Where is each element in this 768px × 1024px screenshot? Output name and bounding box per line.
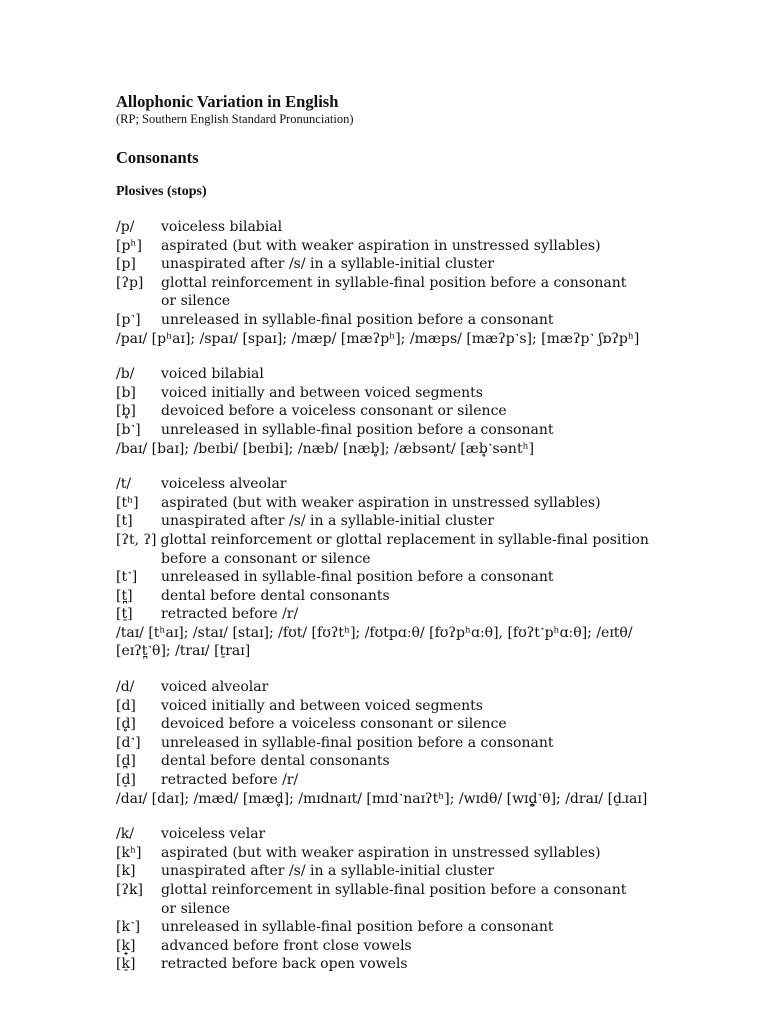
allophone-symbol: [t̪] xyxy=(116,587,133,604)
allophone-description: advanced before front close vowels xyxy=(161,937,412,954)
allophone-symbol: [d̥] xyxy=(116,716,136,733)
allophone-description: glottal reinforcement or glottal replacement in syllable-final position xyxy=(160,531,649,548)
allophone-row xyxy=(116,587,756,606)
allophone-row xyxy=(116,881,756,900)
allophone-description: unreleased in syllable-final position before a consonant xyxy=(161,569,554,586)
transcription-examples: /taɪ/ [tʰaɪ]; /staɪ/ [staɪ]; /fʊt/ [fʊʔtʰ]; /fʊtpɑːθ/ [fʊʔpʰɑːθ], [fʊʔt˺pʰɑːθ]; /eɪtθ/ xyxy=(116,624,633,641)
allophone-symbol: [d̠] xyxy=(116,772,136,789)
allophone-symbol: [pʰ] xyxy=(116,237,142,254)
allophone-description: retracted before /r/ xyxy=(161,772,299,789)
phoneme-group xyxy=(116,678,756,808)
allophone-row xyxy=(116,421,756,440)
allophone-description: retracted before /r/ xyxy=(161,606,299,623)
allophone-row xyxy=(116,697,756,716)
allophone-description: dental before dental consonants xyxy=(161,587,390,604)
allophone-row xyxy=(116,568,756,587)
allophone-row xyxy=(116,825,756,844)
allophone-row xyxy=(116,937,756,956)
allophone-symbol: [k˺] xyxy=(116,919,141,936)
allophone-symbol: [ʔp] xyxy=(116,274,144,291)
allophone-description: retracted before back open vowels xyxy=(161,956,408,973)
allophone-description: unaspirated after /s/ in a syllable-initial cluster xyxy=(161,863,495,880)
allophone-symbol: /d/ xyxy=(116,679,135,696)
allophone-description: unreleased in syllable-final position before a consonant xyxy=(161,919,554,936)
allophone-symbol: /p/ xyxy=(116,219,135,235)
allophone-row xyxy=(116,311,756,330)
allophone-row xyxy=(116,531,756,550)
allophone-description: glottal reinforcement in syllable-final position before a consonant xyxy=(161,274,627,291)
allophone-description: unaspirated after /s/ in a syllable-initial cluster xyxy=(161,513,495,530)
allophone-symbol: [t] xyxy=(116,513,133,530)
allophone-symbol: [t̠] xyxy=(116,606,133,623)
allophone-row xyxy=(116,771,756,790)
allophone-symbol: [k̟] xyxy=(116,937,136,954)
allophone-symbol: /k/ xyxy=(116,826,134,843)
allophone-symbol: [p] xyxy=(116,256,136,273)
allophone-description-continued: or silence xyxy=(161,900,231,917)
allophone-description: aspirated (but with weaker aspiration in unstressed syllables) xyxy=(161,237,601,254)
allophone-symbol: [p˺] xyxy=(116,311,141,328)
allophone-symbol: /t/ xyxy=(116,476,132,493)
allophone-row xyxy=(116,715,756,734)
allophone-symbol: [d̪] xyxy=(116,753,136,770)
allophone-description: voiceless alveolar xyxy=(161,476,287,493)
allophone-description: voiceless bilabial xyxy=(161,219,283,235)
allophone-description: unreleased in syllable-final position before a consonant xyxy=(161,311,554,328)
allophone-row xyxy=(116,274,756,293)
allophone-row xyxy=(116,512,756,531)
allophone-description: voiced alveolar xyxy=(161,679,269,696)
allophone-description: devoiced before a voiceless consonant or silence xyxy=(161,716,507,733)
allophone-symbol: [b̥] xyxy=(116,403,136,420)
subsection-heading: Plosives (stops) xyxy=(116,184,207,199)
allophone-description: unreleased in syllable-final position before a consonant xyxy=(161,421,554,438)
allophone-symbol: [ʔk] xyxy=(116,882,143,898)
allophone-symbol: [d˺] xyxy=(116,734,141,751)
allophone-description: aspirated (but with weaker aspiration in unstressed syllables) xyxy=(161,494,601,511)
allophone-symbol: [tʰ] xyxy=(116,494,139,511)
allophone-row xyxy=(116,918,756,937)
allophone-symbol: [k̠] xyxy=(116,956,136,973)
allophone-row xyxy=(116,862,756,881)
allophone-symbol: [t˺] xyxy=(116,569,138,586)
allophone-description: unaspirated after /s/ in a syllable-initial cluster xyxy=(161,256,495,273)
allophone-row xyxy=(116,218,756,237)
allophone-description: dental before dental consonants xyxy=(161,753,390,770)
allophone-symbol: [ʔt, ʔ] xyxy=(116,531,157,548)
allophone-row xyxy=(116,237,756,256)
allophone-row xyxy=(116,752,756,771)
transcription-examples: [eɪʔt̪˺θ]; /traɪ/ [t̠raɪ] xyxy=(116,643,251,660)
allophone-row xyxy=(116,365,756,384)
allophone-row xyxy=(116,494,756,513)
allophone-symbol: [k] xyxy=(116,863,136,880)
phoneme-group xyxy=(116,365,756,458)
transcription-examples: /paɪ/ [pʰaɪ]; /spaɪ/ [spaɪ]; /mæp/ [mæʔpʰ]; /mæps/ [mæʔp˺s]; [mæʔp˺ ʃɒʔpʰ] xyxy=(116,330,640,347)
phoneme-group xyxy=(116,825,756,974)
allophone-symbol: [kʰ] xyxy=(116,844,142,861)
allophone-row xyxy=(116,844,756,863)
document-title: Allophonic Variation in English xyxy=(116,92,339,111)
allophone-row xyxy=(116,605,756,624)
allophone-row xyxy=(116,384,756,403)
allophone-row xyxy=(116,955,756,974)
allophone-row xyxy=(116,255,756,274)
allophone-symbol: [b˺] xyxy=(116,421,141,438)
phoneme-group xyxy=(116,475,756,661)
allophone-description: unreleased in syllable-final position before a consonant xyxy=(161,734,554,751)
allophone-description: aspirated (but with weaker aspiration in unstressed syllables) xyxy=(161,844,601,861)
allophone-description: voiceless velar xyxy=(161,826,266,843)
allophone-row xyxy=(116,734,756,753)
section-heading: Consonants xyxy=(116,148,199,167)
transcription-examples: /daɪ/ [daɪ]; /mæd/ [mæd̥]; /mɪdnaɪt/ [mɪd˺naɪʔtʰ]; /wɪdθ/ [wɪd̪̥˺θ]; /draɪ/ [d̠ɹaɪ] xyxy=(116,790,648,807)
allophone-row xyxy=(116,402,756,421)
allophone-description: voiced initially and between voiced segments xyxy=(161,697,483,714)
phoneme-group xyxy=(116,218,756,348)
allophone-description-continued: before a consonant or silence xyxy=(161,550,371,567)
allophone-description: voiced initially and between voiced segments xyxy=(161,384,483,401)
allophone-row xyxy=(116,678,756,697)
allophone-description: glottal reinforcement in syllable-final position before a consonant xyxy=(161,882,627,898)
document-subtitle: (RP; Southern English Standard Pronunciation) xyxy=(116,112,354,126)
allophone-symbol: /b/ xyxy=(116,366,135,383)
phoneme-groups xyxy=(116,218,756,991)
allophone-symbol: [d] xyxy=(116,697,136,714)
transcription-examples: /baɪ/ [baɪ]; /beɪbi/ [beɪbi]; /næb/ [næb̥]; /æbsənt/ [æb̥˺səntʰ] xyxy=(116,440,535,457)
allophone-description: devoiced before a voiceless consonant or silence xyxy=(161,403,507,420)
allophone-description: voiced bilabial xyxy=(161,366,264,383)
allophone-symbol: [b] xyxy=(116,384,136,401)
allophone-description-continued: or silence xyxy=(161,293,231,310)
allophone-row xyxy=(116,475,756,494)
